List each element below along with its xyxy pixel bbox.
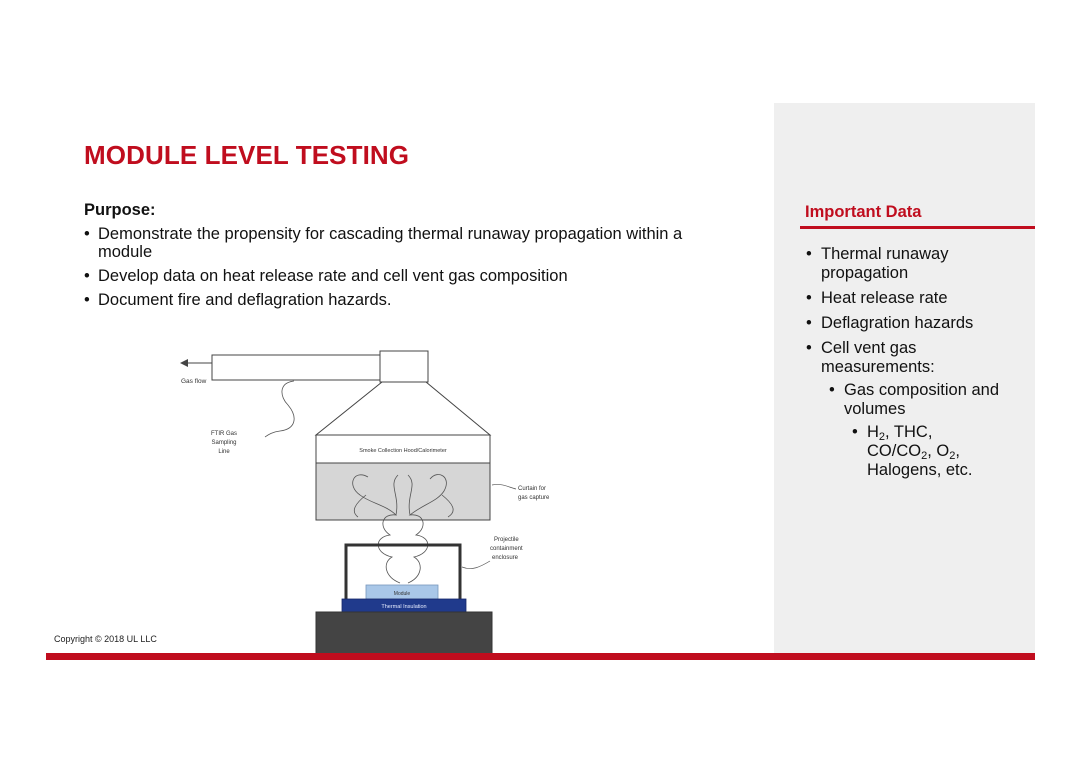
ftir-label-line2: Sampling bbox=[211, 440, 237, 446]
gas-capture-curtain bbox=[316, 463, 490, 520]
h-text: H bbox=[867, 423, 879, 441]
data-sub-list bbox=[829, 381, 1026, 480]
important-data-list bbox=[806, 245, 1026, 486]
comma-text: , bbox=[955, 442, 960, 460]
hood-label: Smoke Collection Hood/Calorimeter bbox=[359, 448, 447, 454]
data-item-label: Cell vent gas measurements: bbox=[821, 339, 935, 376]
co-text: CO/CO bbox=[867, 442, 922, 460]
purpose-item: • Develop data on heat release rate and cell vent gas composition bbox=[84, 267, 724, 285]
ftir-sampling-line bbox=[265, 381, 294, 437]
data-item: • Heat release rate bbox=[806, 289, 1026, 308]
purpose-heading: Purpose: bbox=[84, 201, 156, 219]
hood-cone bbox=[316, 382, 490, 435]
curtain-leader-line bbox=[492, 484, 516, 489]
subscript-o2: 2 bbox=[949, 450, 956, 462]
insulation-label: Thermal Insulation bbox=[381, 604, 427, 610]
important-data-divider bbox=[800, 226, 1035, 229]
module-label: Module bbox=[393, 591, 411, 597]
purpose-item: • Demonstrate the propensity for cascading thermal runaway propagation within a module bbox=[84, 225, 724, 261]
copyright: Copyright © 2018 UL LLC bbox=[54, 634, 157, 644]
subscript-co2: 2 bbox=[921, 450, 928, 462]
purpose-list bbox=[84, 225, 724, 315]
footer-bar bbox=[46, 653, 1035, 660]
subscript-h: 2 bbox=[878, 431, 886, 443]
gas-flow-arrowhead bbox=[180, 359, 188, 367]
data-item bbox=[806, 339, 1026, 480]
duct-elbow bbox=[380, 351, 428, 382]
exhaust-duct bbox=[212, 355, 380, 380]
o-text: , O bbox=[927, 442, 950, 460]
gas-flow-label: Gas flow bbox=[181, 378, 207, 385]
enclosure-leader-line bbox=[462, 561, 490, 569]
data-sub-sub-item bbox=[852, 423, 1026, 480]
curtain-label-line1: Curtain for bbox=[518, 486, 547, 492]
data-sub-item bbox=[829, 381, 1026, 480]
slide-title: MODULE LEVEL TESTING bbox=[84, 140, 410, 170]
thc-text: , THC, bbox=[885, 423, 933, 441]
data-sub-sub-list bbox=[852, 423, 1026, 480]
enclosure-label-line3: enclosure bbox=[492, 555, 519, 561]
important-data-heading: Important Data bbox=[805, 203, 922, 221]
enclosure-label-line1: Projectile bbox=[494, 537, 519, 543]
data-item: • Thermal runaway propagation bbox=[806, 245, 1026, 283]
curtain-label-line2: gas capture bbox=[518, 495, 550, 501]
test-stand-base bbox=[316, 612, 492, 654]
enclosure-label-line2: containment bbox=[490, 546, 523, 552]
ftir-label-line3: Line bbox=[218, 449, 230, 455]
data-sub-item-label: Gas composition and volumes bbox=[844, 381, 1000, 418]
test-setup-diagram bbox=[160, 345, 580, 655]
data-item: • Deflagration hazards bbox=[806, 314, 1026, 333]
purpose-item: • Document fire and deflagration hazards. bbox=[84, 291, 724, 309]
ftir-label-line1: FTIR Gas bbox=[210, 431, 238, 437]
halogens-text: Halogens, etc. bbox=[867, 461, 973, 479]
